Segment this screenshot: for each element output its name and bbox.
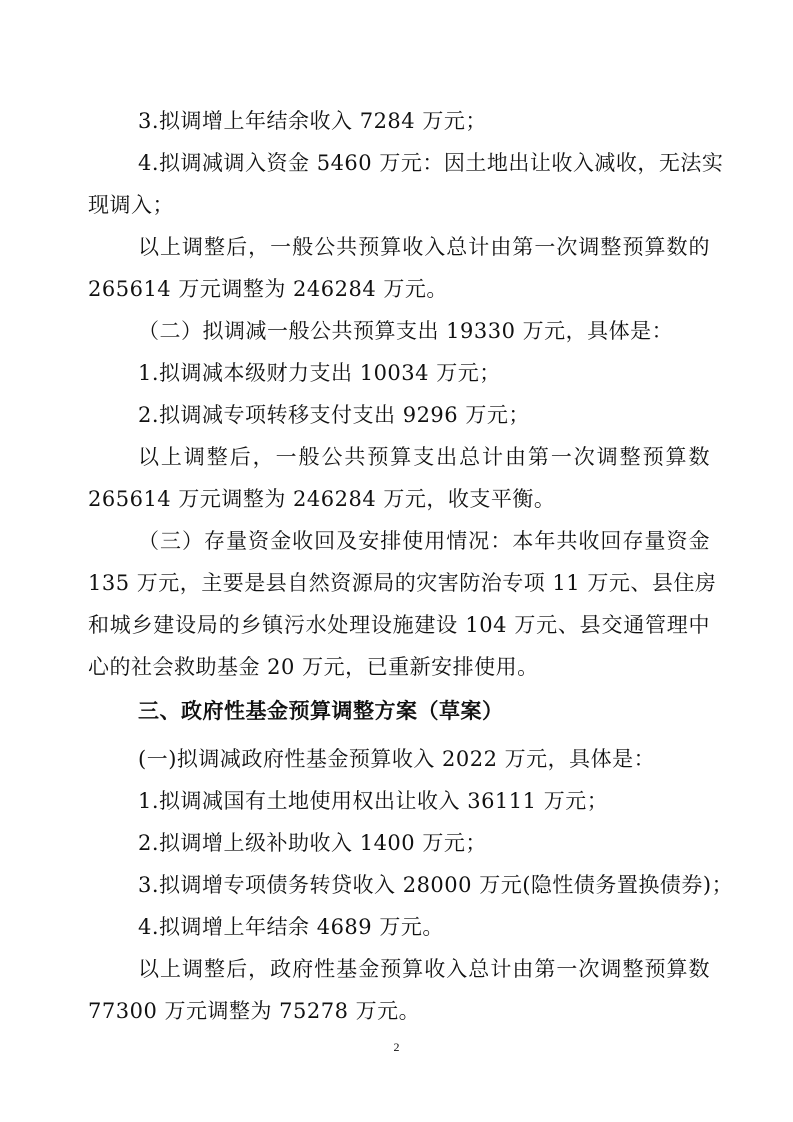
page-number: 2 bbox=[393, 1040, 400, 1054]
paragraph-line-18: 2.拟调增上级补助收入 1400 万元； bbox=[138, 831, 487, 855]
paragraph-line-9: 以上调整后，一般公共预算支出总计由第一次调整预算数 bbox=[138, 445, 710, 469]
paragraph-line-19: 3.拟调增专项债务转贷收入 28000 万元(隐性债务置换债券)； bbox=[138, 873, 734, 897]
paragraph-line-1: 3.拟调增上年结余收入 7284 万元； bbox=[138, 109, 487, 133]
paragraph-line-8: 2.拟调减专项转移支付支出 9296 万元； bbox=[138, 403, 530, 427]
paragraph-line-22: 77300 万元调整为 75278 万元。 bbox=[88, 999, 421, 1023]
paragraph-line-10: 265614 万元调整为 246284 万元，收支平衡。 bbox=[88, 487, 556, 511]
paragraph-line-17: 1.拟调减国有土地使用权出让收入 36111 万元； bbox=[138, 789, 609, 813]
paragraph-line-14: 心的社会救助基金 20 万元，已重新安排使用。 bbox=[88, 655, 539, 679]
paragraph-line-2: 4.拟调减调入资金 5460 万元：因土地出让收入减收，无法实 bbox=[138, 151, 724, 175]
paragraph-line-5: 265614 万元调整为 246284 万元。 bbox=[88, 277, 448, 301]
subsection-heading-1: (一)拟调减政府性基金预算收入 2022 万元，具体是： bbox=[138, 747, 656, 771]
paragraph-line-12: 135 万元，主要是县自然资源局的灾害防治专项 11 万元、县住房 bbox=[88, 571, 717, 595]
paragraph-line-20: 4.拟调增上年结余 4689 万元。 bbox=[138, 915, 444, 939]
paragraph-line-21: 以上调整后，政府性基金预算收入总计由第一次调整预算数 bbox=[138, 957, 710, 981]
section-heading: 三、政府性基金预算调整方案（草案） bbox=[138, 698, 504, 723]
paragraph-line-3: 现调入； bbox=[88, 193, 174, 217]
paragraph-line-4: 以上调整后，一般公共预算收入总计由第一次调整预算数的 bbox=[138, 235, 710, 259]
paragraph-line-7: 1.拟调减本级财力支出 10034 万元； bbox=[138, 361, 501, 385]
paragraph-line-13: 和城乡建设局的乡镇污水处理设施建设 104 万元、县交通管理中 bbox=[88, 613, 710, 637]
subsection-heading-3: （三）存量资金收回及安排使用情况：本年共收回存量资金 bbox=[138, 529, 710, 553]
subsection-heading-2: （二）拟调减一般公共预算支出 19330 万元，具体是： bbox=[138, 319, 674, 343]
